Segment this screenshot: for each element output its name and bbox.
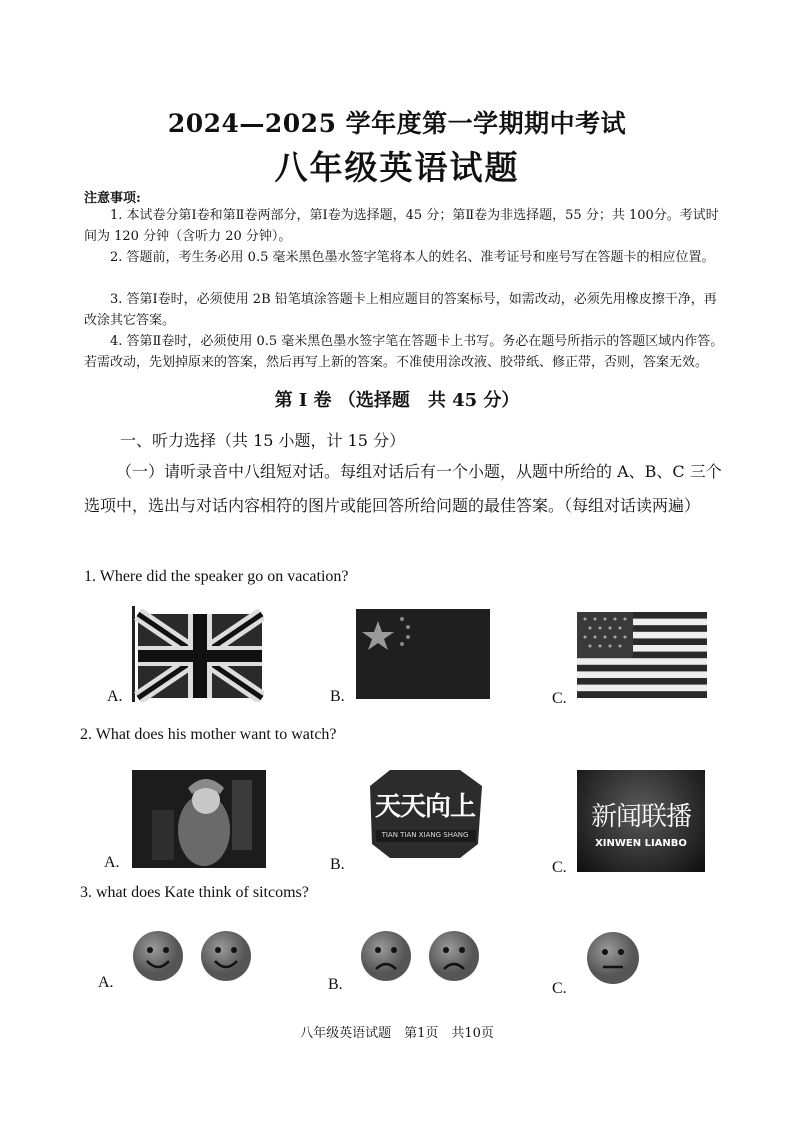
xinwenlianbo-logo xyxy=(577,770,705,872)
option-c-label: C. xyxy=(552,859,567,876)
logo-text: 天天向上 xyxy=(374,792,475,822)
option-c-label: C. xyxy=(552,980,567,997)
option-b-label: B. xyxy=(330,856,345,873)
question-1: 1. Where did the speaker go on vacation? xyxy=(84,568,349,585)
subject-title: 八年级英语试题 xyxy=(274,148,520,187)
sad-faces-image xyxy=(360,928,480,986)
page-footer: 八年级英语试题 第1页 共10页 xyxy=(300,1026,494,1041)
happy-faces-image xyxy=(132,928,252,986)
note-item: 2. 答题前，考生务必用 0.5 毫米黑色墨水签字笔将本人的姓名、准考证号和座号写在答题卡的相应位置。 xyxy=(110,250,715,265)
question-2: 2. What does his mother want to watch? xyxy=(80,726,337,743)
uk-flag-image xyxy=(132,606,264,702)
logo-subtext: XINWEN LIANBO xyxy=(595,838,687,849)
note-item: 4. 答第Ⅱ卷时，必须使用 0.5 毫米黑色墨水签字笔在答题卡上书写。务必在题号所指示的答题区域内作答。若需改动，先划掉原来的答案，然后再写上新的答案。不准使用涂改液、胶带纸、修正带，否则，答案无效。 xyxy=(84,334,724,370)
option-a-label: A. xyxy=(98,974,114,991)
option-b-label: B. xyxy=(328,976,343,993)
note-item: 3. 答第Ⅰ卷时，必须使用 2B 铅笔填涂答题卡上相应题目的答案标号，如需改动，必须先用橡皮擦干净，再改涂其它答案。 xyxy=(84,292,717,328)
section-heading: 一、听力选择（共 15 小题，计 15 分） xyxy=(120,431,406,450)
section-instruction: （一）请听录音中八组短对话。每组对话后有一个小题，从题中所给的 A、B、C 三个选项中，选出与对话内容相符的图片或能回答所给问题的最佳答案。（每组对话读两遍） xyxy=(84,462,722,515)
neutral-face-image xyxy=(584,930,642,988)
question-3: 3. what does Kate think of sitcoms? xyxy=(80,884,309,901)
option-a-label: A. xyxy=(104,854,120,871)
note-item: 1. 本试卷分第Ⅰ卷和第Ⅱ卷两部分，第Ⅰ卷为选择题，45 分；第Ⅱ卷为非选择题，55 分；共 100分。考试时间为 120 分钟（含听力 20 分钟）。 xyxy=(84,208,719,244)
option-a-label: A. xyxy=(107,688,123,705)
logo-text: 新闻联播 xyxy=(590,802,691,832)
tiantianxiangshang-logo xyxy=(360,766,490,862)
volume-title: 第 Ⅰ 卷 （选择题 共 45 分） xyxy=(274,390,520,411)
exam-title: 2024—2025 学年度第一学期期中考试 xyxy=(167,109,627,138)
option-c-label: C. xyxy=(552,690,567,707)
opera-image xyxy=(132,770,266,868)
notes-heading: 注意事项: xyxy=(84,191,141,206)
logo-subtext: TIAN TIAN XIANG SHANG xyxy=(381,831,469,839)
china-flag-image xyxy=(356,609,490,699)
option-b-label: B. xyxy=(330,688,345,705)
usa-flag-image xyxy=(577,612,707,698)
